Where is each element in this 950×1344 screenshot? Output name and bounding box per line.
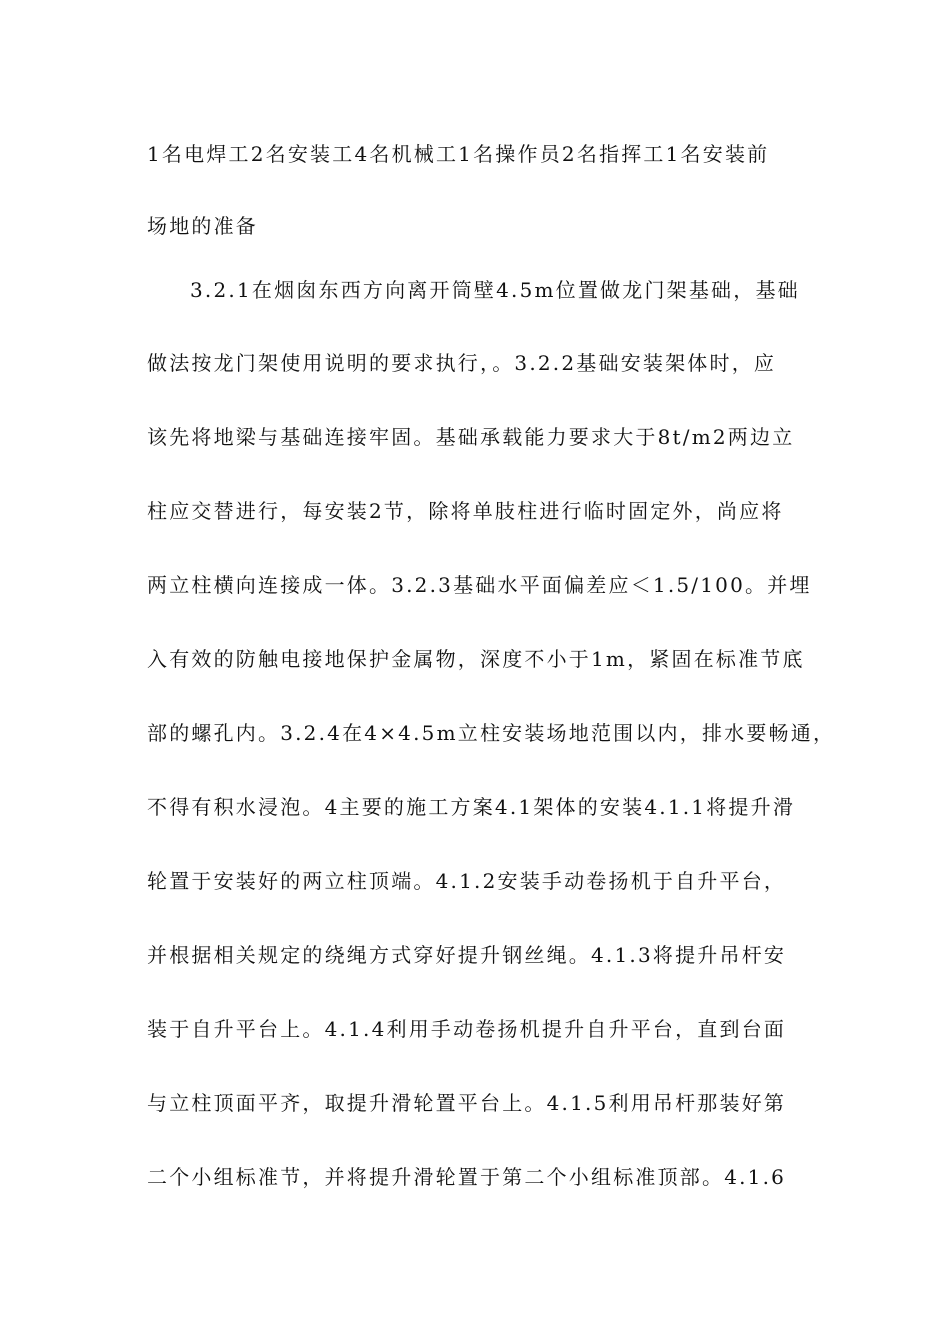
text-line-9: 部的螺孔内。3.2.4在4×4.5m立柱安装场地范围以内，排水要畅通， xyxy=(147,721,836,745)
text-line-14: 与立柱顶面平齐，取提升滑轮置平台上。4.1.5利用吊杆那装好第 xyxy=(147,1091,787,1115)
text-line-6: 柱应交替进行，每安装2节，除将单肢柱进行临时固定外，尚应将 xyxy=(147,499,784,523)
text-line-8: 入有效的防触电接地保护金属物，深度不小于1m，紧固在标准节底 xyxy=(147,647,805,671)
text-line-10: 不得有积水浸泡。4主要的施工方案4.1架体的安装4.1.1将提升滑 xyxy=(147,795,796,819)
text-line-15: 二个小组标准节，并将提升滑轮置于第二个小组标准顶部。4.1.6 xyxy=(147,1165,787,1189)
text-line-5: 该先将地梁与基础连接牢固。基础承载能力要求大于8t/m2两边立 xyxy=(147,425,795,449)
text-line-4: 做法按龙门架使用说明的要求执行，。3.2.2基础安装架体时，应 xyxy=(147,351,777,375)
text-line-1: 1名电焊工2名安装工4名机械工1名操作员2名指挥工1名安装前 xyxy=(147,142,770,166)
text-line-11: 轮置于安装好的两立柱顶端。4.1.2安装手动卷扬机于自升平台， xyxy=(147,869,787,893)
text-line-3: 3.2.1在烟囱东西方向离开筒壁4.5m位置做龙门架基础，基础 xyxy=(190,278,800,302)
text-line-13: 装于自升平台上。4.1.4利用手动卷扬机提升自升平台，直到台面 xyxy=(147,1017,787,1041)
text-line-12: 并根据相关规定的绕绳方式穿好提升钢丝绳。4.1.3将提升吊杆安 xyxy=(147,943,787,967)
text-line-7: 两立柱横向连接成一体。3.2.3基础水平面偏差应＜1.5/100。并埋 xyxy=(147,573,812,597)
text-line-2: 场地的准备 xyxy=(147,214,258,238)
